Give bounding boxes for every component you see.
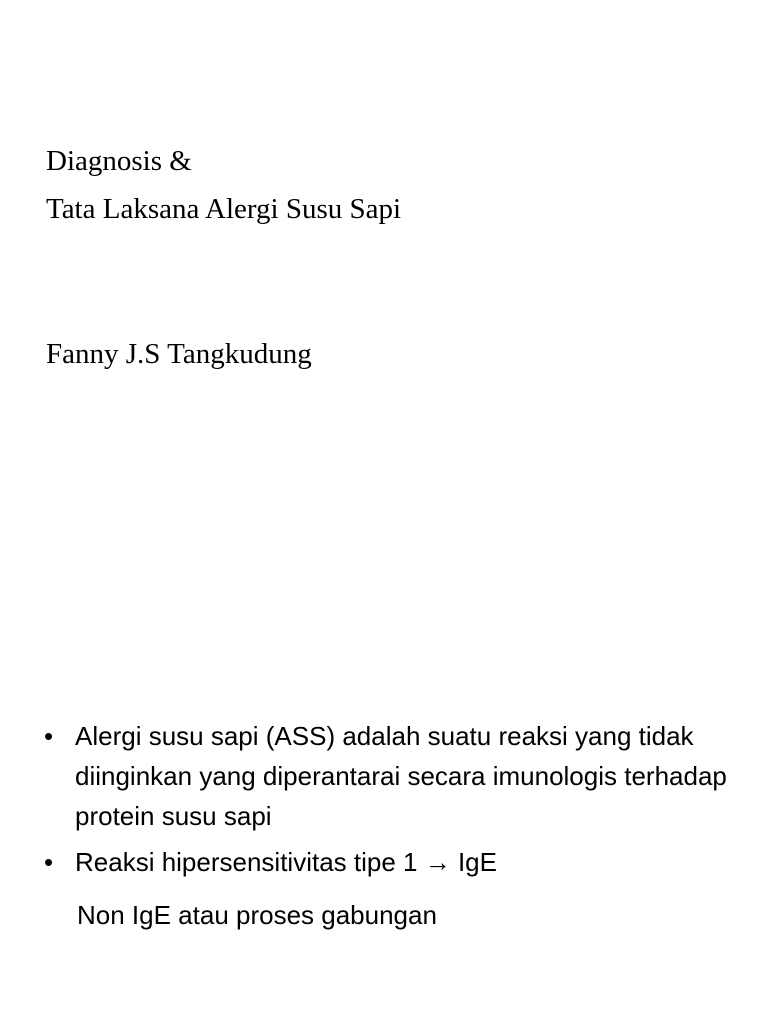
title-line-2: Tata Laksana Alergi Susu Sapi — [46, 193, 402, 225]
bullet-item — [44, 842, 744, 882]
bullet-continuation: Non IgE atau proses gabungan — [77, 900, 437, 930]
presentation-title — [46, 137, 401, 233]
bullet-dot-icon: • — [44, 847, 54, 877]
bullet-item — [44, 716, 744, 836]
bullet-list — [44, 716, 744, 888]
author-name: Fanny J.S Tangkudung — [46, 338, 312, 370]
bullet-text: Reaksi hipersensitivitas tipe 1 → IgE — [75, 847, 497, 877]
bullet-dot-icon: • — [44, 721, 54, 751]
title-line-1: Diagnosis & — [46, 145, 192, 177]
bullet-text: Alergi susu sapi (ASS) adalah suatu reaksi yang tidak diinginkan yang diperantarai secara imunologis terhadap protein susu sapi — [75, 721, 727, 831]
